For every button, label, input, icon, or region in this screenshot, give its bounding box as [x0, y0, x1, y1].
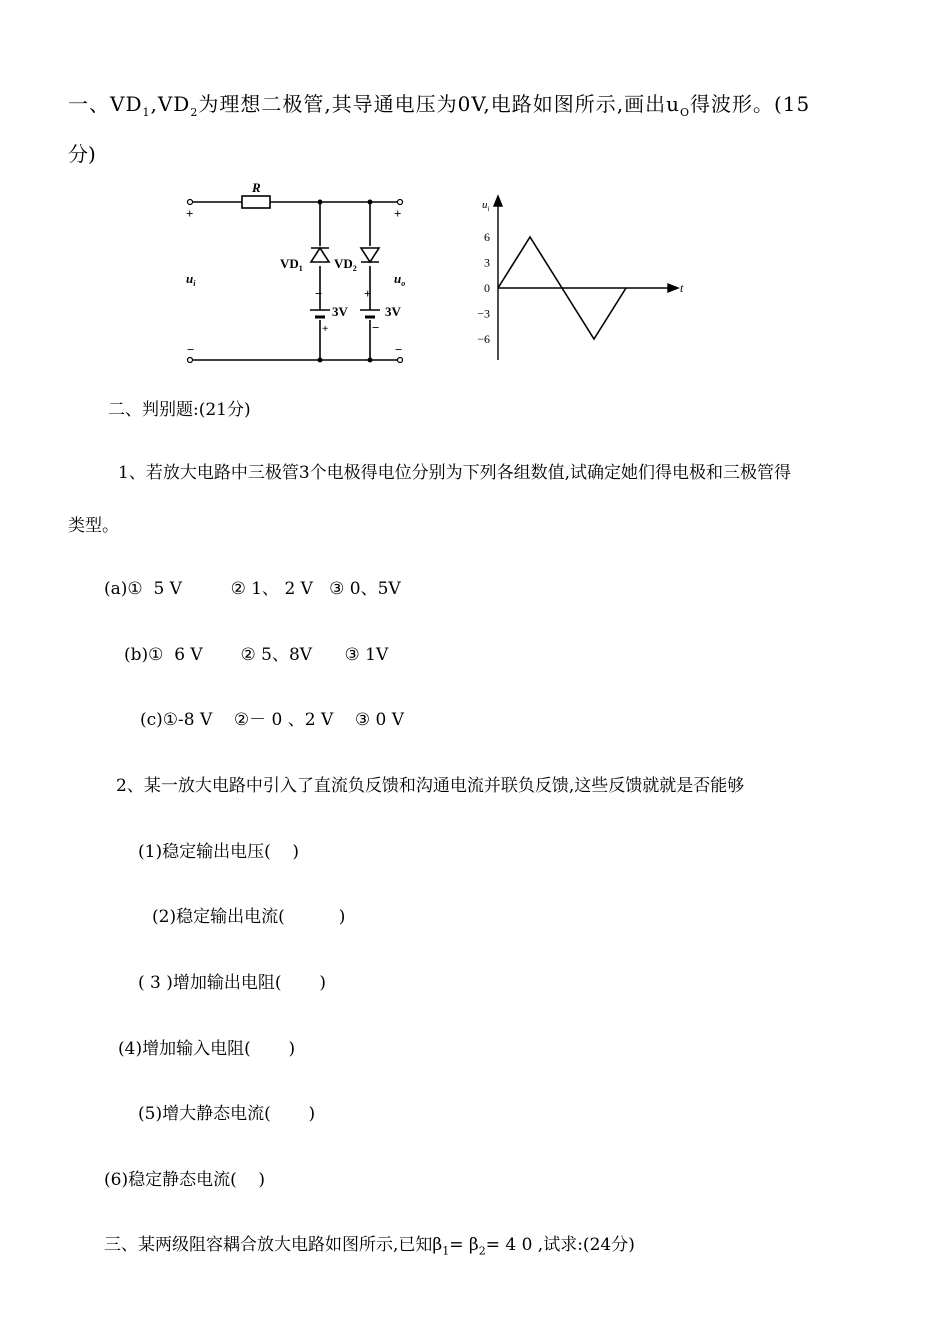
- output-plus: +: [394, 206, 402, 221]
- question-3-title: 三、某两级阻容耦合放大电路如图所示,已知$\beta_1= \beta_2= 4$ 0 ,试求:(24分): [104, 1235, 635, 1258]
- resistor-label: R: [252, 180, 261, 195]
- question-1-line-2: 分): [68, 142, 96, 166]
- x-axis-label: t: [680, 281, 684, 295]
- y-tick-label: 6: [484, 230, 490, 244]
- sub-item-3: ( 3 )增加输出电阻( ): [138, 973, 326, 993]
- battery2-plus: +: [364, 286, 372, 301]
- y-tick-label: −6: [477, 332, 490, 346]
- resistor-r: [242, 196, 270, 208]
- sub-item-2: (2)稳定输出电流( ): [152, 907, 346, 927]
- diode-vd2: [361, 248, 379, 262]
- battery1-plus: +: [322, 323, 329, 335]
- output-terminal-top: [398, 200, 403, 205]
- question-1-line-1: 一、$VD_1,VD_2$为理想二极管,其导通电压为0V,电路如图所示,画出$u_O$得波形。(15: [68, 92, 811, 119]
- input-terminal-bottom: [188, 358, 193, 363]
- sub-item-5: (5)增大静态电流( ): [138, 1104, 316, 1124]
- option-a: (a)① 5 V ② 1、 2 V ③ 0、5V: [104, 579, 401, 599]
- option-c: (c)①-8 V ②－ 0 、2 V ③ 0 V: [140, 710, 404, 730]
- vd2-label: $VD_2$: [334, 256, 357, 273]
- vd1-label: $VD_1$: [280, 256, 303, 273]
- battery1-label: 3V: [332, 304, 348, 319]
- option-b: (b)① 6 V ② 5、8V ③ 1V: [124, 645, 389, 665]
- y-axis-label: $u_i$: [482, 199, 490, 213]
- battery2-label: 3V: [385, 304, 401, 319]
- output-terminal-bottom: [398, 358, 403, 363]
- battery2-minus: −: [372, 320, 380, 335]
- input-minus: −: [187, 342, 195, 357]
- question-2-item-1-line-1: 1、若放大电路中三极管3个电极得电位分别为下列各组数值,试确定她们得电极和三极管得: [118, 463, 792, 483]
- y-tick-label: 0: [484, 281, 490, 295]
- diode-circuit-diagram: [180, 170, 420, 370]
- y-tick-label: 3: [484, 255, 490, 270]
- y-tick-label: −3: [477, 306, 490, 321]
- question-2-item-1-line-2: 类型。: [68, 516, 119, 536]
- input-voltage-label: $u_i$: [186, 271, 196, 288]
- input-plus: +: [186, 206, 194, 221]
- y-axis-arrow: [494, 196, 502, 206]
- input-terminal-top: [188, 200, 193, 205]
- output-voltage-label: $u_o$: [394, 271, 406, 288]
- question-2-item-2: 2、某一放大电路中引入了直流负反馈和沟通电流并联负反馈,这些反馈就就是否能够: [116, 776, 745, 796]
- battery-1: [310, 310, 330, 317]
- battery-2: [360, 310, 380, 317]
- sub-item-4: (4)增加输入电阻( ): [118, 1039, 296, 1059]
- diode-vd1: [311, 248, 329, 262]
- output-minus: −: [395, 342, 403, 357]
- sub-item-6: (6)稳定静态电流( ): [104, 1170, 265, 1190]
- x-axis-arrow: [668, 284, 678, 292]
- question-2-title: 二、判别题:(21分): [108, 400, 251, 420]
- input-waveform-chart: [470, 190, 700, 370]
- battery1-minus: −: [315, 286, 323, 301]
- sub-item-1: (1)稳定输出电压( ): [138, 842, 299, 862]
